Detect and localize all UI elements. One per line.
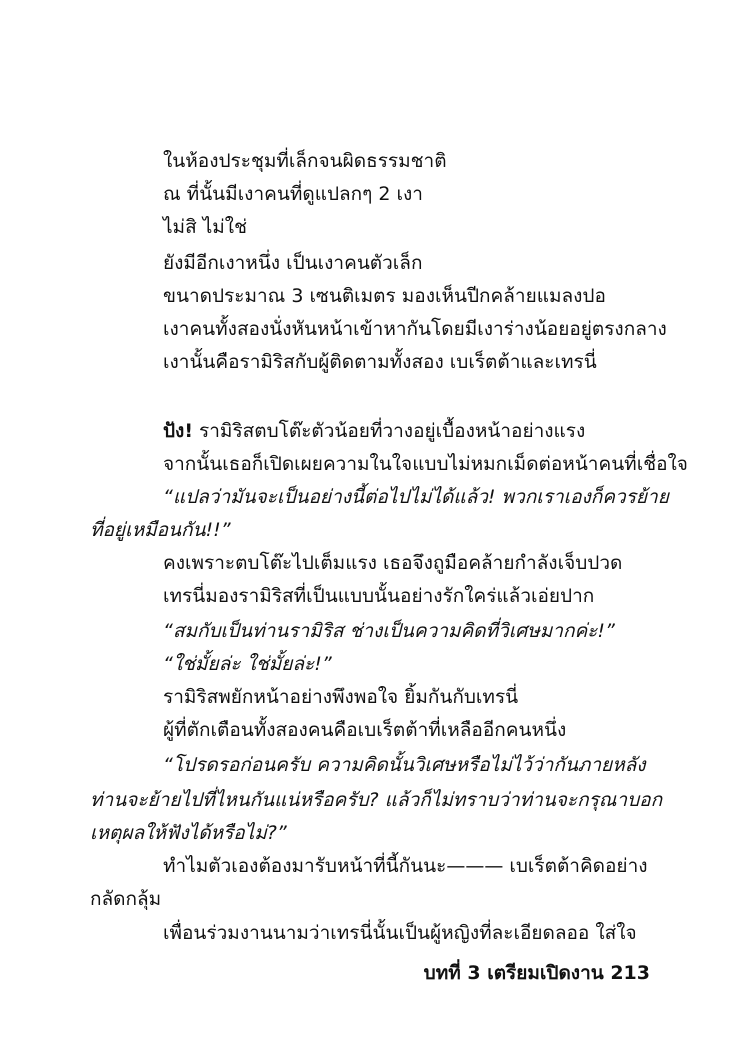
text-line: เพื่อนร่วมงานนามว่าเทรนี่นั้นเป็นผู้หญิงที่ละเอียดลออ ใส่ใจ: [163, 922, 637, 944]
text-line: ขนาดประมาณ 3 เซนติเมตร มองเห็นปีกคล้ายแมลงปอ: [163, 285, 606, 307]
text-line: ณ ที่นั้นมีเงาคนที่ดูแปลกๆ 2 เงา: [163, 183, 423, 205]
text-span: รามิริสตบโต๊ะตัวน้อยที่วางอยู่เบื้องหน้าอย่างแรง: [193, 420, 586, 442]
text-line: ทำไมตัวเองต้องมารับหน้าที่นี้กันนะ——— เบเร็ตต้าคิดอย่าง: [163, 855, 648, 877]
text-line: [163, 418, 585, 444]
text-line: ในห้องประชุมที่เล็กจนผิดธรรมชาติ: [163, 150, 447, 172]
sound-effect: ปัง!: [163, 420, 194, 442]
text-line: รามิริสพยักหน้าอย่างพึงพอใจ ยิ้มกันกับเทรนี่: [163, 686, 519, 708]
text-line: ไม่สิ ไม่ใช่: [163, 216, 247, 238]
text-line: คงเพราะตบโต๊ะไปเต็มแรง เธอจึงถูมือคล้ายกำลังเจ็บปวด: [163, 552, 623, 574]
dialogue-line: “โปรดรอก่อนครับ ความคิดนั้นวิเศษหรือไม่ไว้ว่ากันภายหลัง: [163, 754, 646, 776]
dialogue-line: “แปลว่ามันจะเป็นอย่างนี้ต่อไปไม่ได้แล้ว! พวกเราเองก็ควรย้าย: [163, 486, 669, 508]
text-line: ยังมีอีกเงาหนึ่ง เป็นเงาคนตัวเล็ก: [163, 252, 423, 274]
page-footer: บทที่ 3 เตรียมเปิดงาน 213: [423, 962, 650, 984]
text-line: เทรนี่มองรามิริสที่เป็นแบบนั้นอย่างรักใคร่แล้วเอ่ยปาก: [163, 585, 595, 607]
dialogue-line: “สมกับเป็นท่านรามิริส ช่างเป็นความคิดที่วิเศษมากค่ะ!”: [163, 620, 615, 642]
text-line: กลัดกลุ้ม: [90, 888, 162, 910]
dialogue-line: ที่อยู่เหมือนกัน!!”: [90, 519, 231, 541]
text-line: เงาคนทั้งสองนั่งหันหน้าเข้าหากันโดยมีเงาร่างน้อยอยู่ตรงกลาง: [163, 318, 667, 340]
dialogue-line: “ใช่มั้ยล่ะ ใช่มั้ยล่ะ!”: [163, 653, 332, 675]
text-line: ผู้ที่ตักเตือนทั้งสองคนคือเบเร็ตต้าที่เหลืออีกคนหนึ่ง: [163, 719, 567, 741]
dialogue-line: ท่านจะย้ายไปที่ไหนกันแน่หรือครับ? แล้วก็ไม่ทราบว่าท่านจะกรุณาบอก: [90, 789, 663, 811]
text-line: จากนั้นเธอก็เปิดเผยความในใจแบบไม่หมกเม็ดต่อหน้าคนที่เชื่อใจ: [163, 453, 688, 475]
text-line: เงานั้นคือรามิริสกับผู้ติดตามทั้งสอง เบเร็ตต้าและเทรนี่: [163, 351, 597, 373]
dialogue-line: เหตุผลให้ฟังได้หรือไม่?”: [90, 822, 287, 844]
